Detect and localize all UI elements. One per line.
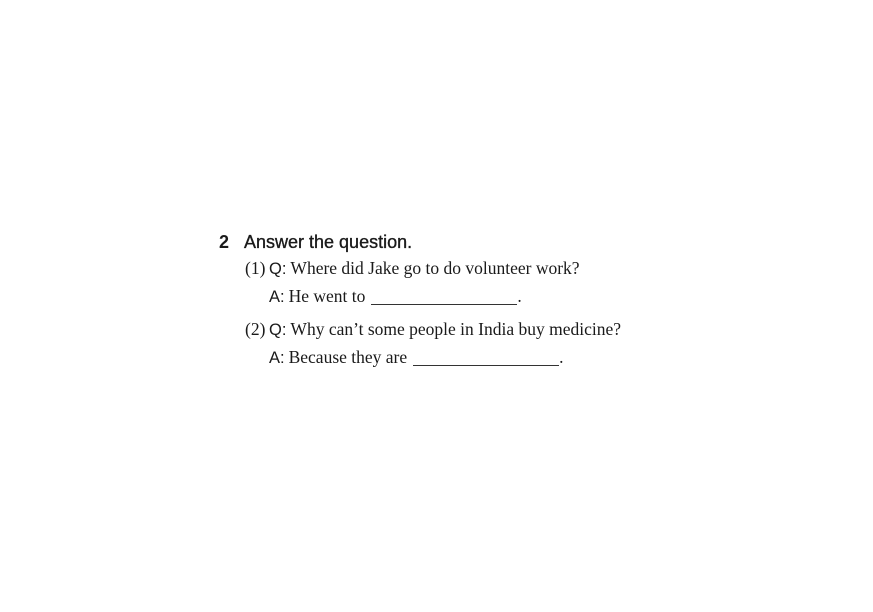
exercise-number: 2 [219, 232, 230, 252]
answer-end: . [559, 347, 564, 367]
answer-tag: A: [269, 288, 285, 306]
exercise-section [219, 232, 739, 373]
question-text: Why can’t some people in India buy medicine? [290, 319, 622, 339]
question-text: Where did Jake go to do volunteer work? [290, 258, 580, 278]
question-item-1 [245, 258, 739, 312]
answer-tag: A: [269, 349, 285, 367]
exercise-heading [219, 232, 739, 258]
question-line [245, 319, 739, 346]
answer-prefix: He went to [288, 286, 366, 306]
question-index: (1) [245, 258, 266, 278]
answer-blank[interactable] [371, 288, 517, 305]
question-tag: Q: [269, 260, 287, 278]
answer-line [269, 346, 739, 373]
question-index: (2) [245, 319, 266, 339]
exercise-instruction: Answer the question. [244, 232, 413, 252]
question-line [245, 258, 739, 285]
answer-prefix: Because they are [288, 347, 408, 367]
answer-end: . [517, 286, 522, 306]
question-tag: Q: [269, 321, 287, 339]
answer-blank[interactable] [413, 349, 559, 366]
question-item-2 [245, 319, 739, 373]
answer-line [269, 285, 739, 312]
